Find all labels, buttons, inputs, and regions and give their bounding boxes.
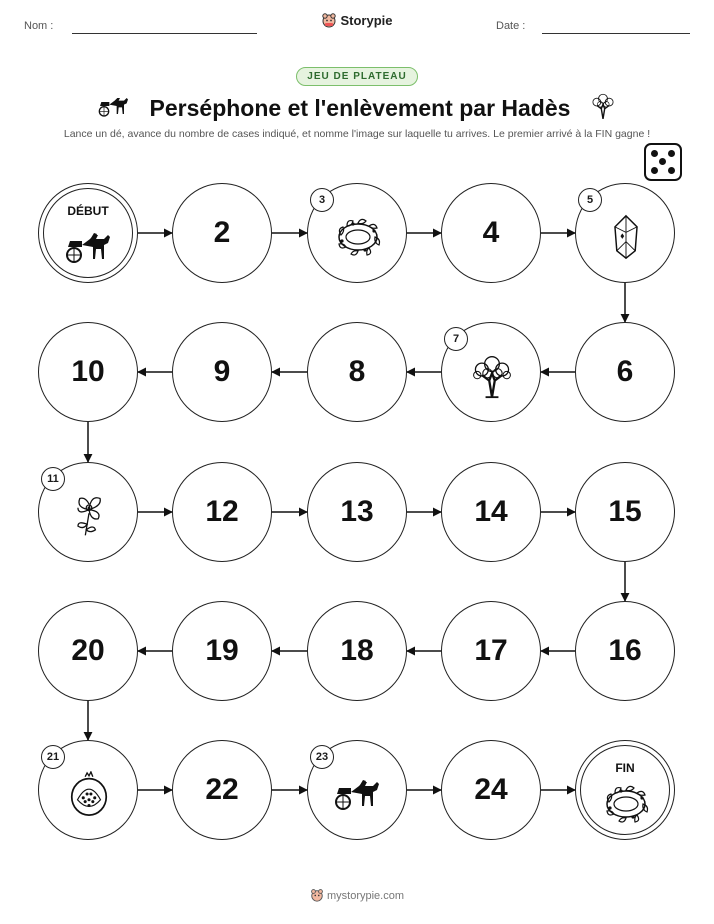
- board-cell-13: [307, 462, 407, 562]
- cell-number: 9: [213, 355, 231, 388]
- board-cell-6: [575, 322, 675, 422]
- board-cell-17: [441, 601, 541, 701]
- board-cell-start: [38, 183, 138, 283]
- pomegranate-icon: [64, 771, 114, 817]
- cell-number: 19: [205, 634, 239, 667]
- chariot-icon: [64, 224, 114, 270]
- cell-number-badge: 23: [310, 745, 334, 769]
- board-cell-5: [575, 183, 675, 283]
- cell-number: 20: [71, 634, 105, 667]
- cell-number-badge: 7: [444, 327, 468, 351]
- cell-number: 24: [474, 773, 508, 806]
- cell-number: 22: [205, 773, 239, 806]
- board-cell-16: [575, 601, 675, 701]
- cell-number: 2: [213, 216, 231, 249]
- board-cell-10: [38, 322, 138, 422]
- board-cell-14: [441, 462, 541, 562]
- start-label: DÉBUT: [67, 204, 109, 218]
- board-cell-21: [38, 740, 138, 840]
- cell-number: 4: [482, 216, 500, 249]
- board-cell-8: [307, 322, 407, 422]
- board-cell-18: [307, 601, 407, 701]
- wreath-icon: [601, 781, 651, 827]
- cell-number: 6: [616, 355, 634, 388]
- cell-number-badge: 21: [41, 745, 65, 769]
- board-cell-11: [38, 462, 138, 562]
- name-label: Nom :: [24, 20, 54, 32]
- board-cell-15: [575, 462, 675, 562]
- cell-number: 18: [340, 634, 374, 667]
- end-label: FIN: [615, 761, 635, 775]
- crystal-icon: [601, 214, 651, 260]
- cell-number: 13: [340, 495, 374, 528]
- cell-number: 12: [205, 495, 239, 528]
- board-cell-3: [307, 183, 407, 283]
- category-badge: JEU DE PLATEAU: [296, 67, 417, 86]
- wreath-icon: [333, 214, 383, 260]
- footer-url: mystorypie.com: [326, 890, 405, 902]
- chariot-icon: [333, 771, 383, 817]
- cell-number: 8: [348, 355, 366, 388]
- cell-number: 17: [474, 634, 508, 667]
- board-cell-7: [441, 322, 541, 422]
- cell-number-badge: 3: [310, 188, 334, 212]
- board-cell-4: [441, 183, 541, 283]
- board-cell-19: [172, 601, 272, 701]
- cell-number: 14: [474, 495, 508, 528]
- page-title: Perséphone et l'enlèvement par Hadès: [149, 95, 571, 121]
- footer: [0, 888, 714, 905]
- board-cell-12: [172, 462, 272, 562]
- cell-number-badge: 11: [41, 467, 65, 491]
- board-cell-2: [172, 183, 272, 283]
- cell-number-badge: 5: [578, 188, 602, 212]
- board-cell-20: [38, 601, 138, 701]
- tree-icon: [467, 353, 517, 399]
- storypie-logo-icon: [310, 888, 324, 905]
- date-label: Date :: [496, 20, 526, 32]
- board-cell-9: [172, 322, 272, 422]
- board-cell-end: [575, 740, 675, 840]
- cell-number: 16: [608, 634, 642, 667]
- brand-name: Storypie: [340, 13, 393, 28]
- cell-number: 10: [71, 355, 105, 388]
- instructions: Lance un dé, avance du nombre de cases indiqué, et nomme l'image sur laquelle tu arrives. Le premier arrivé à la FIN gagne !: [63, 128, 651, 140]
- cell-number: 15: [608, 495, 642, 528]
- board-cell-24: [441, 740, 541, 840]
- flower-icon: [64, 493, 114, 539]
- board-cell-22: [172, 740, 272, 840]
- board-cell-23: [307, 740, 407, 840]
